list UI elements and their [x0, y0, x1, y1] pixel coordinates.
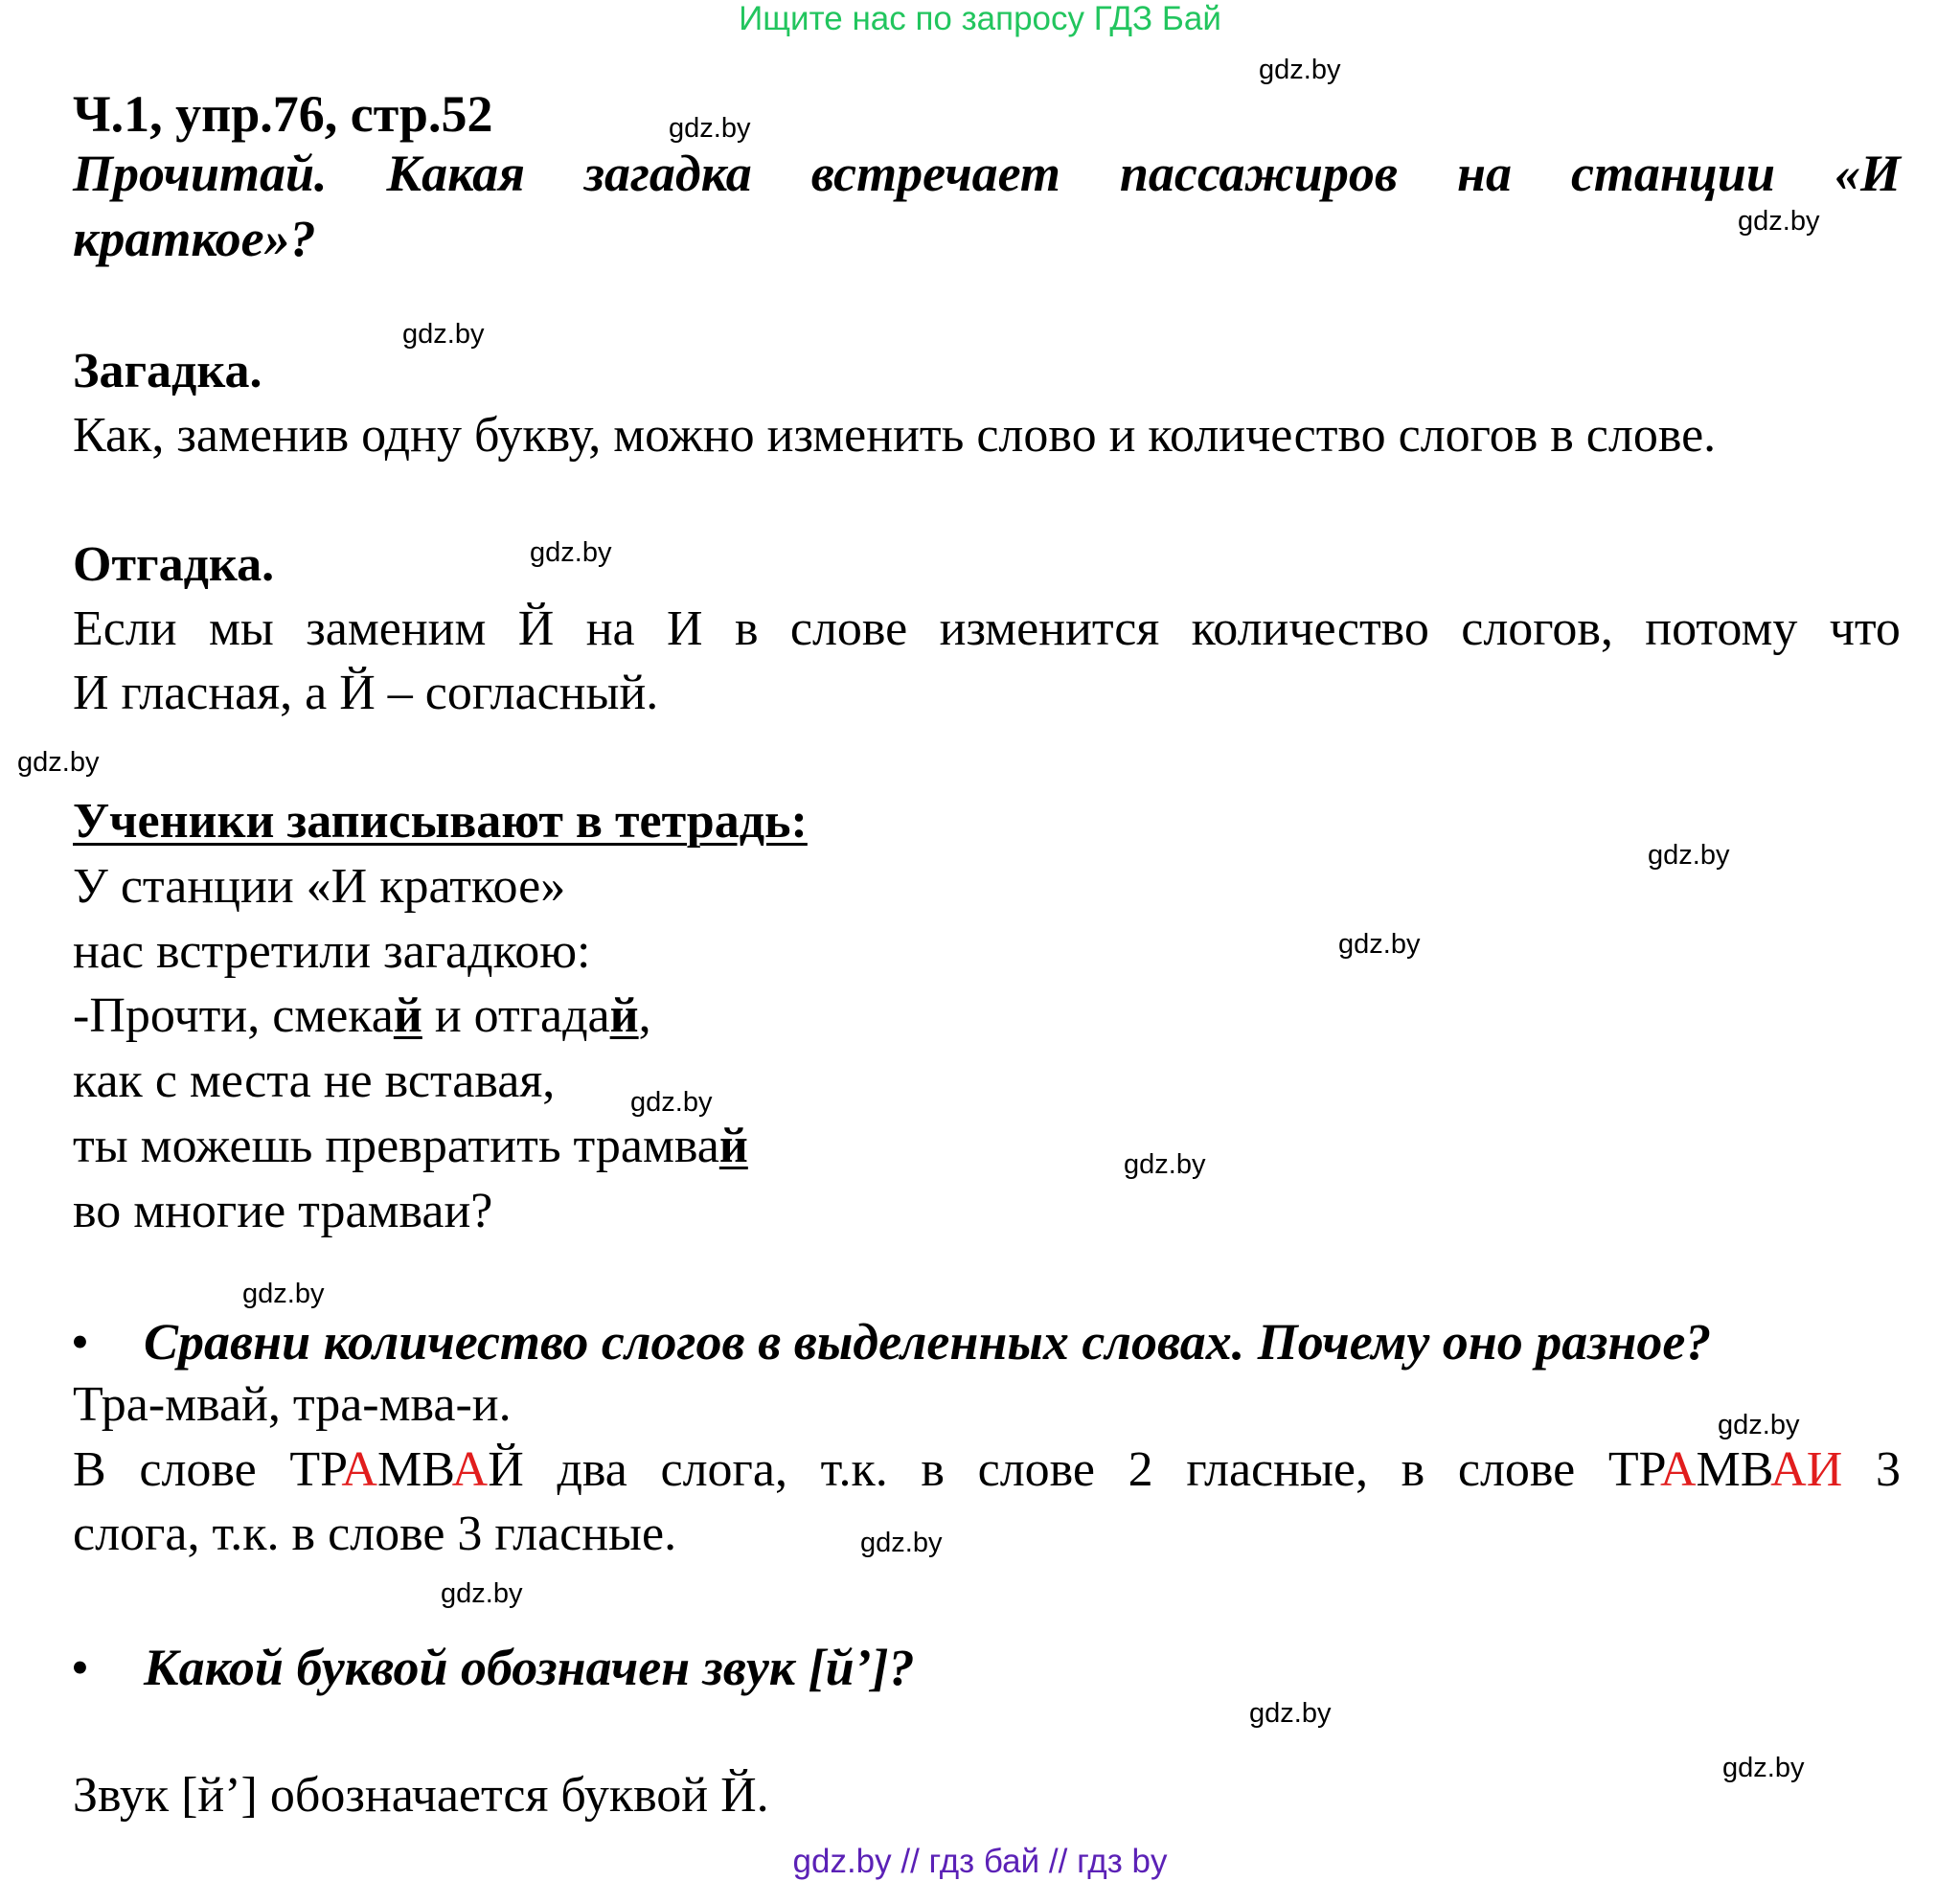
bullet: • — [71, 1639, 89, 1696]
answer-word: количество — [1191, 601, 1429, 656]
explain-word: т.к. — [820, 1442, 888, 1497]
explain-line-2: слога, т.к. в слове 3 гласные. — [73, 1507, 677, 1561]
answer-word: слогов, — [1461, 601, 1613, 656]
task-word: загадка — [583, 145, 752, 202]
task-word: на — [1457, 145, 1512, 202]
question-2-answer: Звук [й’] обозначается буквой Й. — [73, 1768, 769, 1823]
watermark: gdz.by — [17, 747, 100, 778]
answer-word: Если — [73, 601, 177, 656]
poem-line: во многие трамваи? — [73, 1184, 493, 1238]
notebook-heading: Ученики записывают в тетрадь: — [73, 794, 808, 849]
task-word: встречает — [810, 145, 1060, 202]
question-1: Сравни количество слогов в выделенных словах. Почему оно разное? — [144, 1313, 1712, 1371]
poem-line — [73, 987, 651, 1044]
watermark: gdz.by — [1738, 206, 1820, 237]
explain-word: слове — [977, 1442, 1095, 1497]
poem-line: нас встретили загадкою: — [73, 924, 591, 979]
explain-word: слове — [1457, 1442, 1576, 1497]
watermark: gdz.by — [242, 1279, 325, 1309]
highlight-letter: й — [718, 1119, 748, 1173]
answer-word: в — [734, 601, 759, 656]
watermark: gdz.by — [1648, 840, 1730, 871]
riddle-text: Как, заменив одну букву, можно изменить слово и количество слогов в слове. — [73, 408, 1717, 463]
task-word: станции — [1570, 145, 1775, 202]
explain-word: В — [73, 1442, 106, 1497]
task-word: Прочитай. — [73, 145, 328, 202]
watermark: gdz.by — [669, 113, 751, 144]
poem-text: , — [638, 988, 651, 1043]
watermark: gdz.by — [1249, 1698, 1332, 1729]
bullet: • — [71, 1313, 89, 1371]
vowel: АИ — [1770, 1442, 1843, 1497]
poem-line: У станции «И краткое» — [73, 859, 566, 914]
explain-word: 3 — [1875, 1442, 1901, 1497]
answer-line-2: И гласная, а Й – согласный. — [73, 666, 659, 720]
answer-word: заменим — [306, 601, 487, 656]
poem-text: -Прочти, смека — [73, 988, 394, 1043]
riddle-heading: Загадка. — [73, 344, 262, 398]
answer-line-1 — [73, 601, 1901, 657]
consonants: ТР — [289, 1442, 342, 1497]
consonants: МВ — [1696, 1442, 1771, 1497]
bottom-banner: gdz.by // гдз бай // гдз by — [792, 1843, 1168, 1880]
watermark: gdz.by — [1124, 1149, 1206, 1180]
answer-word: что — [1829, 601, 1901, 656]
vowel: А — [451, 1442, 489, 1497]
explain-word: гласные, — [1186, 1442, 1368, 1497]
task-line-1 — [73, 144, 1901, 203]
poem-line — [73, 1118, 748, 1174]
watermark: gdz.by — [530, 537, 612, 568]
watermark: gdz.by — [1338, 929, 1421, 960]
answer-heading: Отгадка. — [73, 537, 275, 592]
syllables-line: Тра-мвай, тра-мва-и. — [73, 1377, 512, 1432]
explain-word: слога, — [660, 1442, 787, 1497]
poem-text: ты можешь превратить трамва — [73, 1119, 719, 1173]
highlight-letter: й — [393, 988, 422, 1043]
word-tramvai — [1608, 1441, 1842, 1498]
page-title: Ч.1, упр.76, стр.52 — [73, 85, 493, 143]
highlight-letter: й — [609, 988, 639, 1043]
answer-word: мы — [209, 601, 274, 656]
consonants: Й — [488, 1442, 524, 1497]
consonants: ТР — [1607, 1442, 1660, 1497]
answer-word: И — [667, 601, 703, 656]
vowel: А — [341, 1442, 377, 1497]
watermark: gdz.by — [1722, 1753, 1805, 1783]
top-banner: Ищите нас по запросу ГДЗ Бай — [739, 0, 1221, 37]
vowel: А — [1659, 1442, 1697, 1497]
answer-word: на — [585, 601, 635, 656]
explain-line-1 — [73, 1441, 1901, 1498]
question-2: Какой буквой обозначен звук [й’]? — [144, 1639, 915, 1696]
explain-word: слове — [139, 1442, 257, 1497]
watermark: gdz.by — [860, 1528, 943, 1558]
answer-word: потому — [1645, 601, 1798, 656]
watermark: gdz.by — [1718, 1410, 1800, 1440]
explain-word: в — [1401, 1442, 1425, 1497]
task-word: пассажиров — [1119, 145, 1399, 202]
answer-word: слове — [789, 601, 908, 656]
answer-word: изменится — [939, 601, 1160, 656]
answer-word: Й — [517, 601, 555, 656]
explain-word: два — [557, 1442, 627, 1497]
word-tramvay — [289, 1441, 523, 1498]
poem-line: как с места не вставая, — [73, 1054, 556, 1108]
poem-text: и отгада — [422, 988, 610, 1043]
watermark: gdz.by — [402, 319, 485, 350]
watermark: gdz.by — [441, 1578, 523, 1609]
explain-word: в — [921, 1442, 945, 1497]
task-word: «И — [1834, 145, 1901, 202]
explain-word: 2 — [1128, 1442, 1153, 1497]
task-word: Какая — [386, 145, 525, 202]
watermark: gdz.by — [1259, 55, 1341, 85]
task-line-2: краткое»? — [73, 210, 316, 267]
watermark: gdz.by — [630, 1087, 713, 1118]
consonants: МВ — [376, 1442, 452, 1497]
